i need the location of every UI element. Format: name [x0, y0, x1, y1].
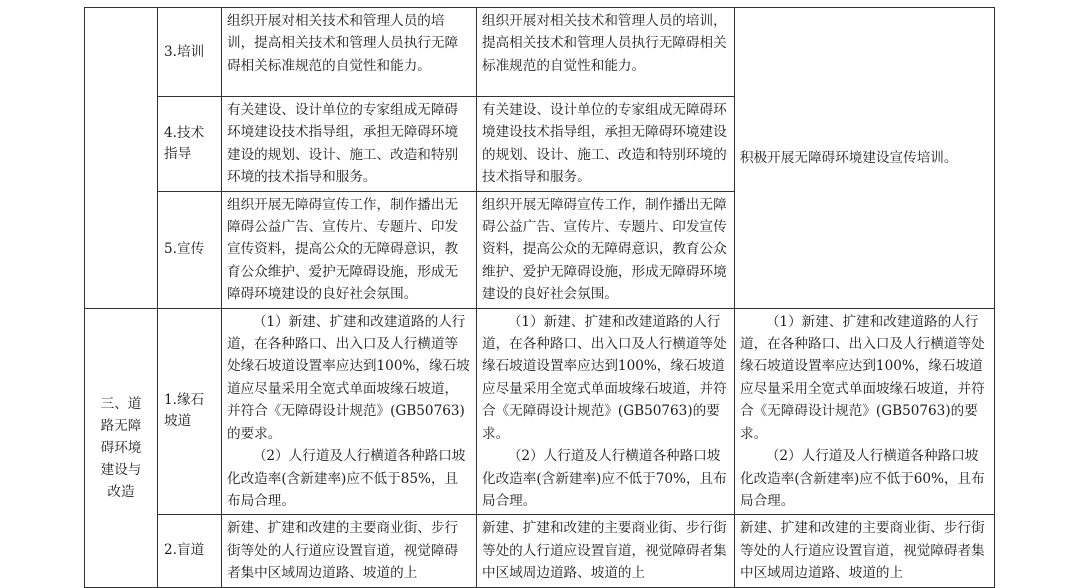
paragraph: （1）新建、扩建和改建道路的人行道，在各种路口、出入口及人行横道等处缘石坡道设置率应达到100%，缘石坡道应尽量采用全宽式单面坡缘石坡道，并符合《无障碍设计规范》(GB50763)的要求。: [740, 313, 985, 442]
item-label: 1.缘石坡道: [158, 308, 222, 515]
item-label: 4.技术指导: [158, 97, 222, 192]
item-label: 5.宣传: [158, 191, 222, 308]
cell-col1: 新建、扩建和改建的主要商业街、步行街等处的人行道应设置盲道，视觉障碍者集中区域周边道路、坡道的上: [222, 515, 477, 587]
paragraph: （2）人行道及人行横道各种路口坡化改造率(含新建率)应不低于70%，且布局合理。: [482, 448, 727, 509]
cell-col2: [477, 308, 735, 515]
cell-col3: 新建、扩建和改建的主要商业街、步行街等处的人行道应设置盲道，视觉障碍者集中区域周边道路、坡道的上: [735, 515, 995, 587]
cell-col2: 新建、扩建和改建的主要商业街、步行街等处的人行道应设置盲道，视觉障碍者集中区域周边道路、坡道的上: [477, 515, 735, 587]
paragraph: （1）新建、扩建和改建道路的人行道，在各种路口、出入口及人行横道等处缘石坡道设置率应达到100%，缘石坡道应尽量采用全宽式单面坡缘石坡道，并符合《无障碍设计规范》(GB50763)的要求。: [227, 313, 470, 442]
paragraph: （1）新建、扩建和改建道路的人行道，在各种路口、出入口及人行横道等处缘石坡道设置率应达到100%，缘石坡道应尽量采用全宽式单面坡缘石坡道，并符合《无障碍设计规范》(GB50763)的要求。: [482, 313, 727, 442]
merged-col3-cell: 积极开展无障碍环境建设宣传培训。: [735, 8, 995, 309]
cell-col3: [735, 308, 995, 515]
paragraph: （2）人行道及人行横道各种路口坡化改造率(含新建率)应不低于85%，且布局合理。: [227, 448, 466, 509]
section-cell-empty: [85, 8, 158, 309]
cell-col2: 组织开展对相关技术和管理人员的培训，提高相关技术和管理人员执行无障碍相关标准规范的自觉性和能力。: [477, 8, 735, 97]
cell-col1: 组织开展对相关技术和管理人员的培训，提高相关技术和管理人员执行无障碍相关标准规范的自觉性和能力。: [222, 8, 477, 97]
cell-col1: [222, 308, 477, 515]
standards-table: [84, 7, 995, 588]
paragraph: （2）人行道及人行横道各种路口坡化改造率(含新建率)应不低于60%，且布局合理。: [740, 448, 985, 509]
table-row: [85, 308, 995, 515]
item-label: 3.培训: [158, 8, 222, 97]
cell-col2: 组织开展无障碍宣传工作，制作播出无障碍公益广告、宣传片、专题片、印发宣传资料，提高公众的无障碍意识，教育公众维护、爱护无障碍设施，形成无障碍环境建设的良好社会氛围。: [477, 191, 735, 308]
table-row: [85, 8, 995, 97]
cell-col1: 组织开展无障碍宣传工作，制作播出无障碍公益广告、宣传片、专题片、印发宣传资料，提高公众的无障碍意识，教育公众维护、爱护无障碍设施，形成无障碍环境建设的良好社会氛围。: [222, 191, 477, 308]
item-label: 2.盲道: [158, 515, 222, 587]
cell-col1: 有关建设、设计单位的专家组成无障碍环境建设技术指导组，承担无障碍环境建设的规划、设计、施工、改造和特别环境的技术指导和服务。: [222, 97, 477, 192]
cell-col2: 有关建设、设计单位的专家组成无障碍环境建设技术指导组，承担无障碍环境建设的规划、设计、施工、改造和特别环境的技术指导和服务。: [477, 97, 735, 192]
section-title: 三、道路无障碍环境建设与改造: [85, 308, 158, 587]
table-row: [85, 515, 995, 587]
